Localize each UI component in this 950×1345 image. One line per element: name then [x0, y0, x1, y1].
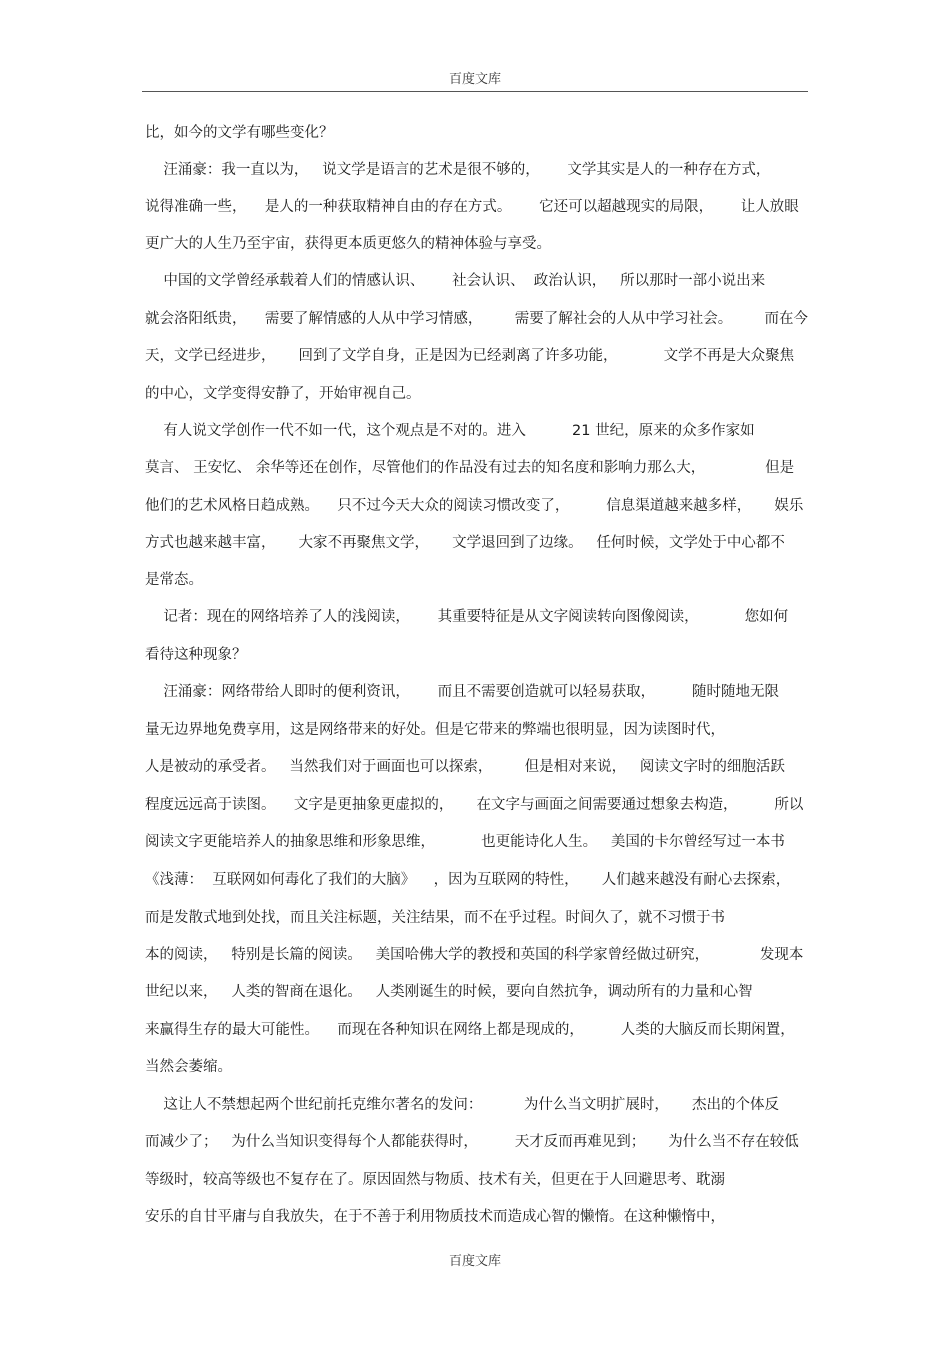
- text-line: 是常态。: [145, 572, 203, 588]
- text-line: 而是发散式地到处找，而且关注标题，关注结果，而不在乎过程。时间久了，就不习惯于书: [145, 910, 725, 926]
- text-line: 本的阅读， 特别是长篇的阅读。 美国哈佛大学的教授和英国的科学家曾经做过研究， 发现本: [145, 947, 804, 963]
- text-line: 量无边界地免费享用，这是网络带来的好处。但是它带来的弊端也很明显，因为读图时代，: [145, 722, 725, 738]
- text-line: 《浅薄： 互联网如何毒化了我们的大脑》 ，因为互联网的特性， 人们越来越没有耐心去探索，: [145, 872, 791, 888]
- text-line: 阅读文字更能培养人的抽象思维和形象思维， 也更能诗化人生。 美国的卡尔曾经写过一本书: [145, 834, 785, 850]
- text-line: 汪涌豪：我一直以为， 说文学是语言的艺术是很不够的， 文学其实是人的一种存在方式，: [145, 162, 771, 178]
- text-line: 看待这种现象？: [145, 647, 247, 663]
- page-header: 百度文库: [448, 72, 501, 87]
- text-line: 有人说文学创作一代不如一代，这个观点是不对的。进入 21 世纪，原来的众多作家如: [145, 423, 755, 439]
- text-line: 来赢得生存的最大可能性。 而现在各种知识在网络上都是现成的， 人类的大脑反而长期闲置，: [145, 1022, 795, 1038]
- text-line: 而减少了； 为什么当知识变得每个人都能获得时， 天才反而再难见到； 为什么当不存在较低: [145, 1134, 799, 1150]
- text-line: 等级时，较高等级也不复存在了。原因固然与物质、技术有关，但更在于人回避思考、耽溺: [145, 1172, 725, 1188]
- text-line: 程度远远高于读图。 文字是更抽象更虚拟的， 在文字与画面之间需要通过想象去构造， 所以: [145, 797, 804, 813]
- page-footer: 百度文库: [448, 1254, 501, 1269]
- text-line: 就会洛阳纸贵， 需要了解情感的人从中学习情感， 需要了解社会的人从中学习社会。 而在今: [145, 311, 808, 327]
- text-line: 天，文学已经进步， 回到了文学自身，正是因为已经剥离了许多功能， 文学不再是大众聚焦: [145, 348, 795, 364]
- text-line: 汪涌豪：网络带给人即时的便利资讯， 而且不需要创造就可以轻易获取， 随时随地无限: [145, 684, 779, 700]
- text-line: 世纪以来， 人类的智商在退化。 人类刚诞生的时候，要向自然抗争，调动所有的力量和心智: [145, 984, 753, 1000]
- text-line: 中国的文学曾经承载着人们的情感认识、 社会认识、 政治认识， 所以那时一部小说出来: [145, 273, 766, 289]
- header-rule: [142, 91, 808, 92]
- text-line: 他们的艺术风格日趋成熟。 只不过今天大众的阅读习惯改变了， 信息渠道越来越多样， 娱乐: [145, 498, 804, 514]
- text-line: 的中心，文学变得安静了，开始审视自己。: [145, 386, 421, 402]
- text-line: 比，如今的文学有哪些变化？: [145, 125, 334, 141]
- text-line: 人是被动的承受者。 当然我们对于画面也可以探索， 但是相对来说， 阅读文字时的细胞活跃: [145, 759, 785, 775]
- text-line: 更广大的人生乃至宇宙，获得更本质更悠久的精神体验与享受。: [145, 236, 551, 252]
- text-line: 说得准确一些， 是人的一种获取精神自由的存在方式。 它还可以超越现实的局限， 让人放眼: [145, 199, 799, 215]
- text-line: 当然会萎缩。: [145, 1059, 232, 1075]
- text-line: 记者：现在的网络培养了人的浅阅读， 其重要特征是从文字阅读转向图像阅读， 您如何: [145, 609, 789, 625]
- text-line: 安乐的自甘平庸与自我放失，在于不善于利用物质技术而造成心智的懒惰。在这种懒惰中，: [145, 1209, 725, 1225]
- text-line: 这让人不禁想起两个世纪前托克维尔著名的发问： 为什么当文明扩展时， 杰出的个体反: [145, 1097, 779, 1113]
- text-line: 方式也越来越丰富， 大家不再聚焦文学， 文学退回到了边缘。 任何时候，文学处于中心都不: [145, 535, 785, 551]
- text-line: 莫言、 王安忆、 余华等还在创作，尽管他们的作品没有过去的知名度和影响力那么大， 但是: [145, 460, 795, 476]
